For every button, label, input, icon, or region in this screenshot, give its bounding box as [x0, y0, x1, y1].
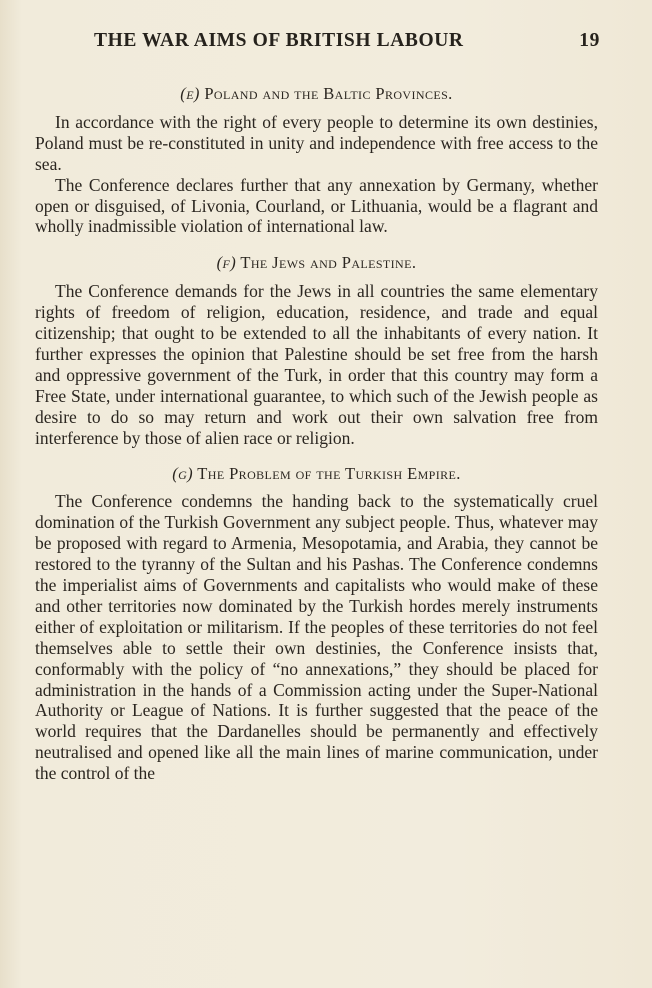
- running-head-title: THE WAR AIMS OF BRITISH LABOUR: [94, 30, 464, 51]
- paragraph: In accordance with the right of every people to determine its own destinies, Poland must be re-constituted in unity and independence with free access to the sea.: [35, 111, 598, 174]
- section-heading-jews-palestine: [35, 253, 598, 274]
- section-heading-turkish-empire: [35, 464, 598, 485]
- page-body: [35, 84, 598, 784]
- section-title: The Jews and Palestine.: [240, 253, 417, 273]
- paragraph: The Conference declares further that any annexation by Germany, whether open or disguised, of Livonia, Courland, or Lithuania, would be a flagrant and wholly inadmissible violation of international law.: [35, 174, 598, 237]
- running-head: [94, 30, 600, 52]
- paragraph: The Conference demands for the Jews in all countries the same elementary rights of freedom of religion, education, residence, and trade and equal citizenship; that ought to be extended to all the inhabitants of every nation. It further expresses the opinion that Palestine should be set free from the harsh and oppressive government of the Turk, in order that this country may form a Free State, under international guarantee, to which such of the Jewish people as desire to do so may return and work out their own salvation free from interference by those of alien race or religion.: [35, 281, 598, 448]
- section-title: The Problem of the Turkish Empire.: [197, 463, 461, 483]
- paragraph: The Conference condemns the handing back to the systematically cruel domination of the Turkish Government any subject people. Thus, whatever may be proposed with regard to Armenia, Mesopotamia, and Arabia, they cannot be restored to the tyranny of the Sultan and his Pashas. The Conference condemns the imperialist aims of Governments and capitalists who would make of these and other territories now dominated by the Turkish hordes merely instruments either of exploitation or militarism. If the peoples of these territories do not feel themselves able to settle their own destinies, the Conference insists that, conformably with the policy of “no annexations,” they should be placed for administration in the hands of a Commission acting under the Super-National Authority or League of Nations. It is further suggested that the peace of the world requires that the Dardanelles should be permanently and effectively neutralised and opened like all the main lines of marine communication, under the control of the: [35, 491, 598, 784]
- section-letter: (g): [172, 463, 194, 483]
- section-letter: (f): [216, 253, 237, 273]
- section-letter: (e): [180, 84, 200, 103]
- section-heading-poland: [35, 84, 598, 105]
- page-number: 19: [579, 30, 600, 51]
- section-title: Poland and the Baltic Provinces.: [204, 84, 453, 103]
